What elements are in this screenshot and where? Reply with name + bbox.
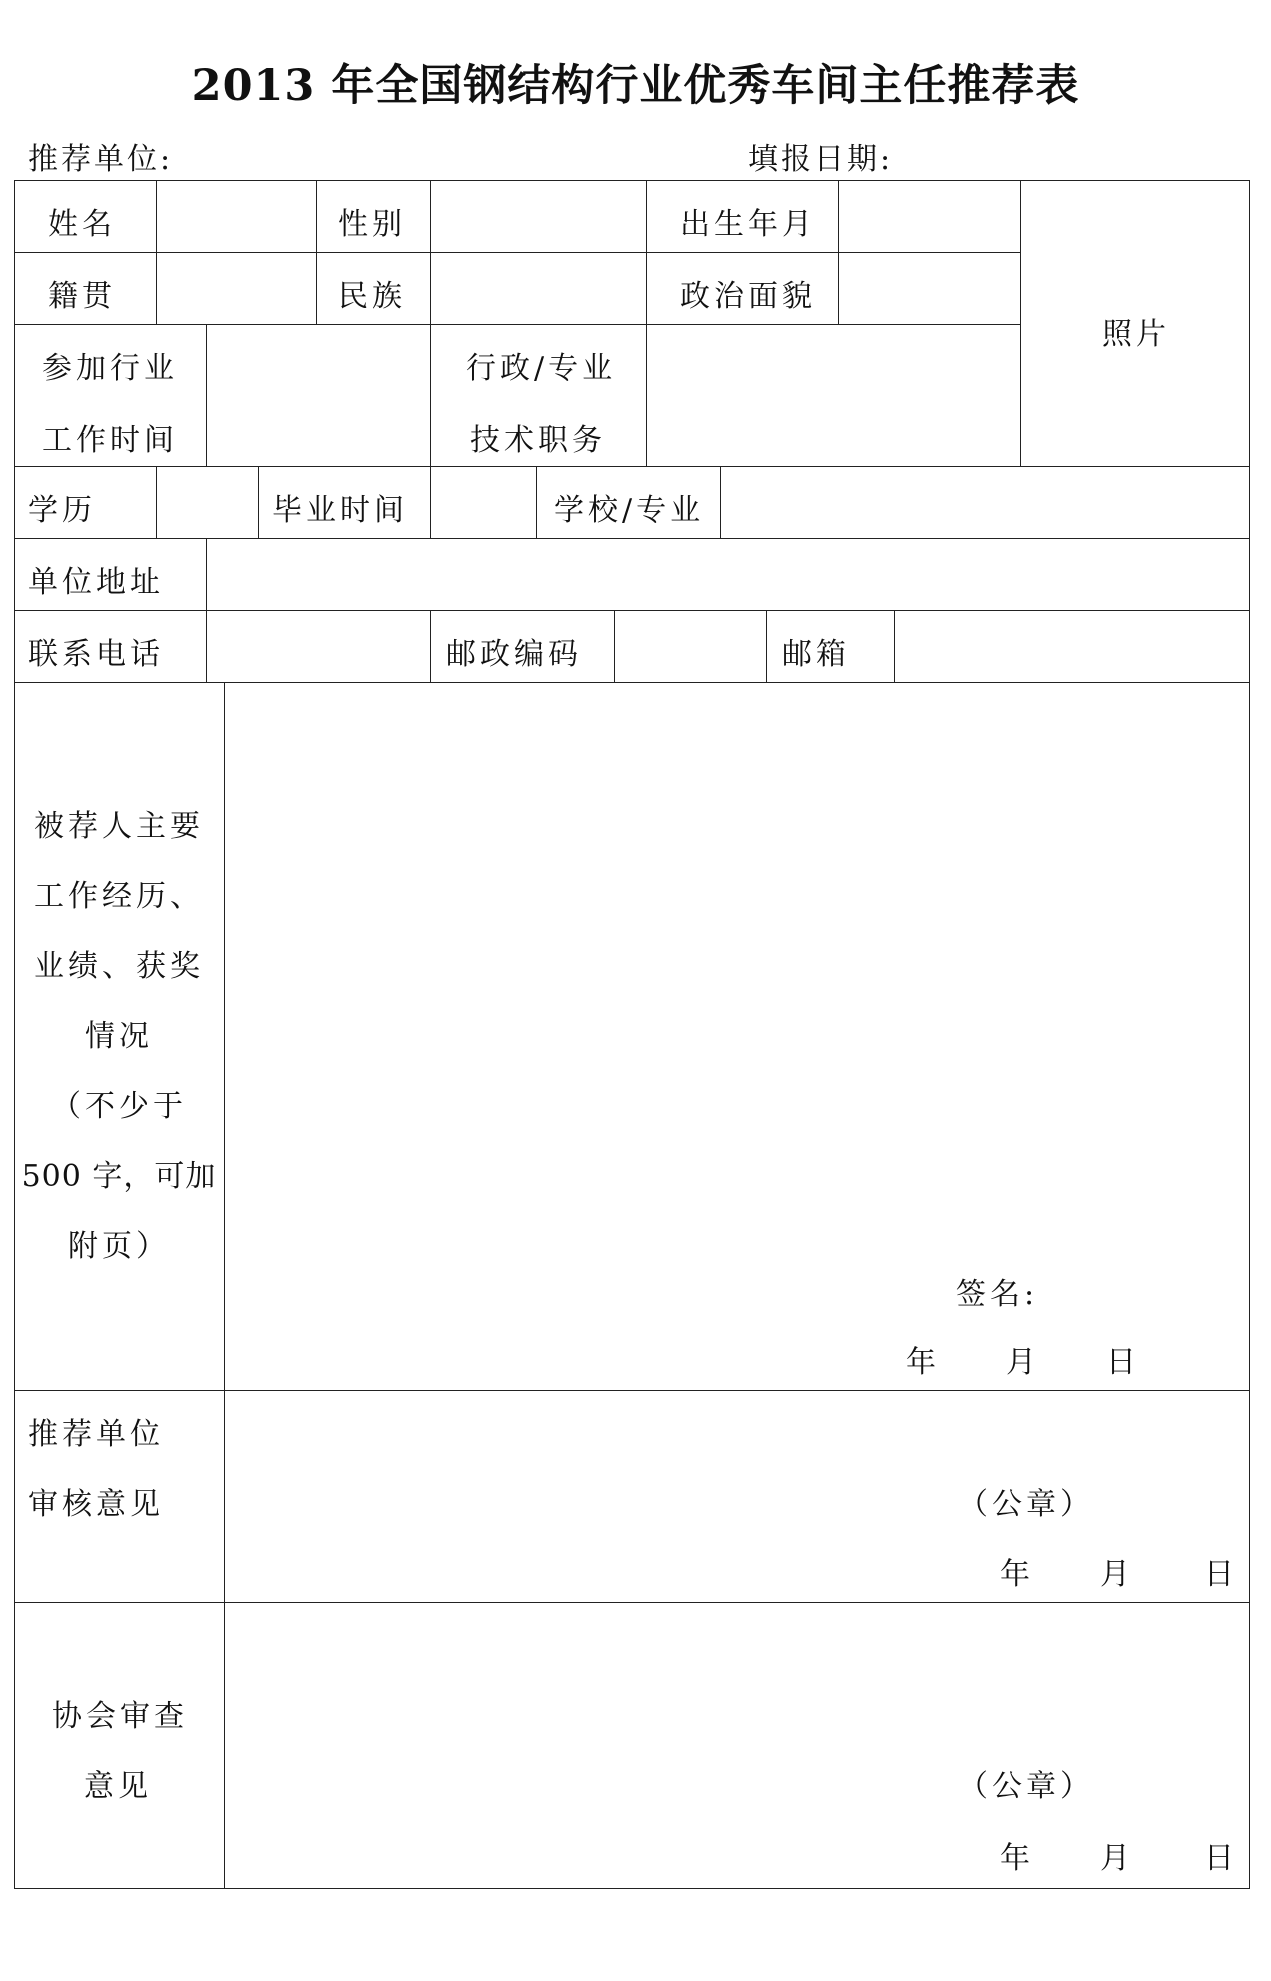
form-title: 2013 年全国钢结构行业优秀车间主任推荐表: [191, 61, 1080, 111]
row-divider: [14, 1602, 1250, 1603]
assoc-review-year: 年: [1000, 1841, 1034, 1876]
row-divider: [14, 324, 1020, 325]
row-divider: [14, 538, 1250, 539]
label-gender: 性别: [338, 207, 406, 242]
label-postcode: 邮政编码: [446, 637, 582, 672]
experience-sign: 签名:: [956, 1277, 1039, 1312]
experience-month: 月: [1006, 1345, 1040, 1380]
label-school-major: 学校/专业: [554, 493, 705, 528]
unit-review-day: 日: [1204, 1557, 1238, 1592]
fill-date-label: 填报日期:: [748, 142, 894, 177]
unit-review-year: 年: [1000, 1557, 1034, 1592]
row-divider: [14, 252, 1020, 253]
col-divider: [224, 682, 225, 1888]
experience-day: 日: [1106, 1345, 1140, 1380]
col-divider: [258, 466, 259, 538]
experience-label: [14, 809, 224, 1264]
label-title-1: 行政/专业: [466, 351, 617, 386]
experience-label-line: 附页）: [68, 1229, 170, 1264]
assoc-review-label-1: 协会审查: [52, 1699, 188, 1734]
col-divider: [316, 180, 317, 324]
col-divider: [156, 466, 157, 538]
assoc-review-seal: （公章）: [958, 1769, 1094, 1804]
label-education: 学历: [28, 493, 96, 528]
experience-label-line: 500 字，可加: [21, 1159, 217, 1194]
col-divider: [614, 610, 615, 682]
label-political: 政治面貌: [680, 279, 816, 314]
row-divider: [14, 682, 1250, 683]
label-ethnicity: 民族: [338, 279, 406, 314]
label-grad-time: 毕业时间: [272, 493, 408, 528]
col-divider: [206, 610, 207, 682]
row-divider: [14, 1390, 1250, 1391]
table-border-right: [1249, 180, 1250, 1888]
row-divider: [14, 466, 1250, 467]
row-divider: [14, 610, 1250, 611]
unit-review-label-2: 审核意见: [28, 1487, 164, 1522]
assoc-review-month: 月: [1100, 1841, 1134, 1876]
col-divider: [536, 466, 537, 538]
assoc-review-day: 日: [1204, 1841, 1238, 1876]
label-email: 邮箱: [782, 637, 850, 672]
experience-label-line: （不少于: [51, 1089, 187, 1124]
label-name: 姓名: [48, 207, 116, 242]
assoc-review-label-2: 意见: [84, 1769, 152, 1804]
col-divider: [156, 180, 157, 324]
label-phone: 联系电话: [28, 637, 164, 672]
table-border-top: [14, 180, 1250, 181]
label-address: 单位地址: [28, 565, 164, 600]
unit-review-label-1: 推荐单位: [28, 1417, 164, 1452]
label-work-time-2: 工作时间: [42, 423, 178, 458]
experience-year: 年: [906, 1345, 940, 1380]
label-photo: 照片: [1102, 317, 1170, 352]
experience-label-line: 业绩、获奖: [34, 949, 204, 984]
col-divider: [430, 610, 431, 682]
experience-label-line: 情况: [85, 1019, 153, 1054]
col-divider: [646, 180, 647, 466]
col-divider: [206, 538, 207, 610]
experience-label-line: 工作经历、: [34, 879, 204, 914]
photo-divider: [1020, 180, 1021, 466]
table-border-bottom: [14, 1888, 1250, 1889]
experience-label-line: 被荐人主要: [34, 809, 204, 844]
col-divider: [894, 610, 895, 682]
label-native-place: 籍贯: [48, 279, 116, 314]
unit-review-seal: （公章）: [958, 1487, 1094, 1522]
label-title-2: 技术职务: [470, 423, 606, 458]
unit-review-month: 月: [1100, 1557, 1134, 1592]
col-divider: [720, 466, 721, 538]
label-work-time-1: 参加行业: [42, 351, 178, 386]
col-divider: [430, 180, 431, 466]
recommend-unit-label: 推荐单位:: [28, 142, 174, 177]
col-divider: [430, 466, 431, 538]
col-divider: [206, 324, 207, 466]
col-divider: [766, 610, 767, 682]
col-divider: [838, 180, 839, 324]
label-birth: 出生年月: [680, 207, 816, 242]
